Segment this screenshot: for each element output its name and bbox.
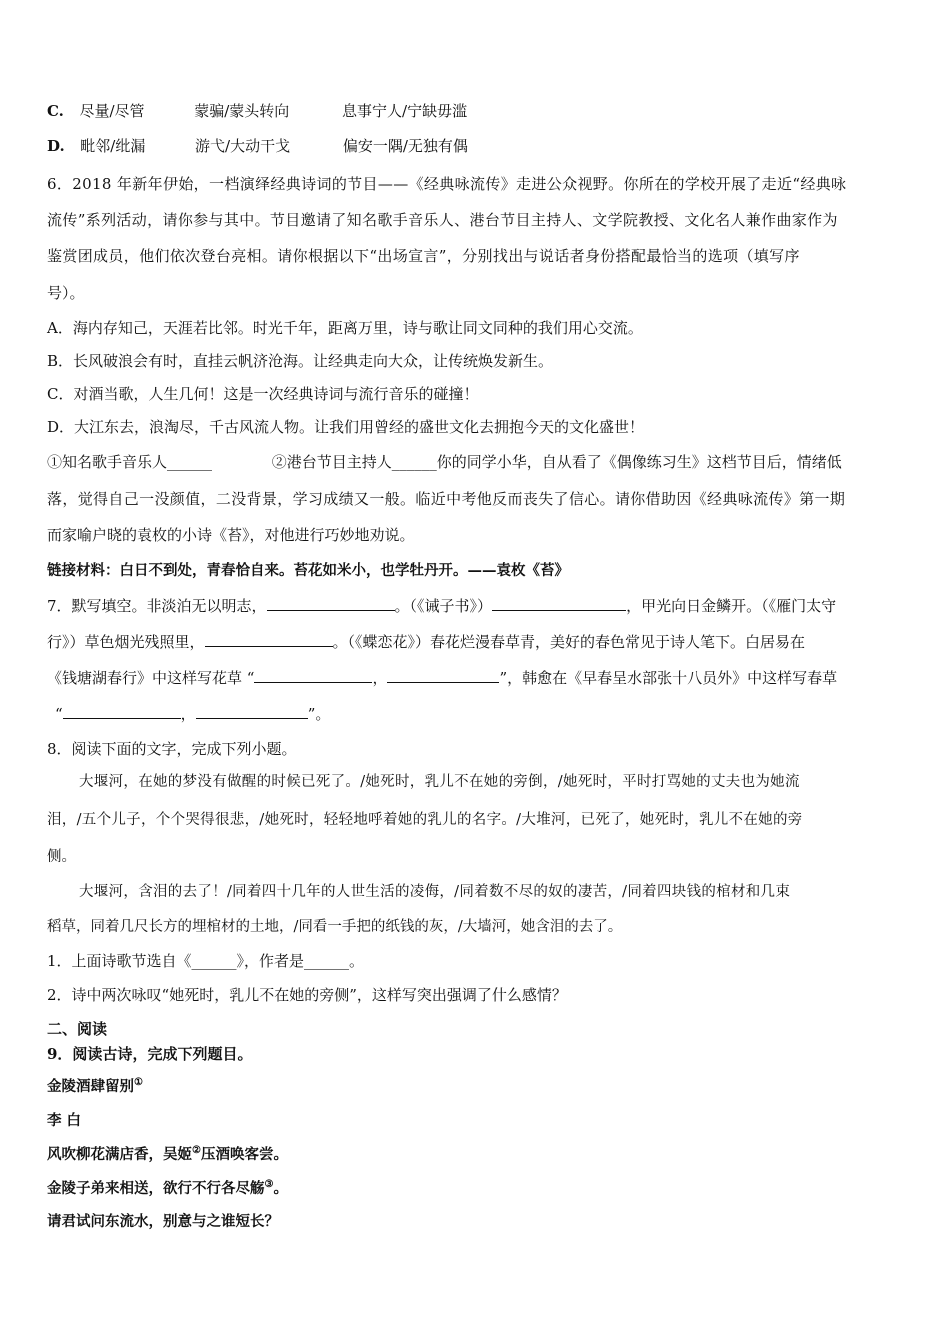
q6-sub-line-2: 落，觉得自己一没颜值，二没背景，学习成绩又一般。临近中考他反而丧失了信心。请你借助因《经典咏流传》第一期 bbox=[47, 490, 846, 508]
q7-text: 。（《蝶恋花》）春花烂漫春草青，美好的春色常见于诗人笔下。白居易在 bbox=[332, 633, 806, 651]
fill-blank[interactable] bbox=[267, 596, 395, 611]
q7-text: 。（《诫子书》） bbox=[394, 597, 493, 615]
option-letter: C. bbox=[47, 102, 64, 120]
q6-line-4: 号）。 bbox=[47, 284, 85, 302]
poem-text: 。 bbox=[273, 1180, 288, 1197]
q7-line-3 bbox=[47, 668, 837, 688]
fill-blank[interactable] bbox=[387, 668, 499, 683]
poem-line-3: 请君试问东流水，别意与之谁短长？ bbox=[47, 1213, 279, 1230]
fill-blank[interactable] bbox=[205, 632, 333, 647]
q6-option-a: A．海内存知己，天涯若比邻。时光千年，距离万里，诗与歌让同文同种的我们用心交流。 bbox=[47, 319, 643, 337]
q6-sub-line-3: 而家喻户晓的袁枚的小诗《苔》，对他进行巧妙地劝说。 bbox=[47, 526, 415, 544]
q7-text: ”。 bbox=[307, 705, 331, 723]
option-c-word-2: 蒙骗/蒙头转向 bbox=[194, 102, 290, 120]
option-letter: D. bbox=[47, 137, 65, 155]
q6-option-b: B．长风破浪会有时，直挂云帆济沧海。让经典走向大众，让传统焕发新生。 bbox=[47, 352, 554, 370]
option-c-word-1: 尽量/尽管 bbox=[79, 102, 145, 120]
q8-para1-line-1: 大堰河，在她的梦没有做醒的时候已死了。/她死时，乳儿不在她的旁倒，/她死时，平时打骂她的丈夫也为她流 bbox=[79, 774, 800, 790]
q7-line-2 bbox=[47, 632, 805, 652]
option-d-row bbox=[47, 136, 468, 156]
q7-text: ， bbox=[372, 669, 388, 687]
fill-blank[interactable] bbox=[254, 668, 372, 683]
q7-line-4 bbox=[47, 704, 330, 724]
q8-subquestion-2: 2．诗中两次咏叹“她死时，乳儿不在她的旁侧”，这样写突出强调了什么感情？ bbox=[47, 986, 567, 1004]
q6-sub-line-1 bbox=[47, 452, 842, 472]
option-d-word-3: 偏安一隅/无独有偶 bbox=[342, 137, 468, 155]
poem-title bbox=[47, 1077, 143, 1097]
footnote-marker: ③ bbox=[264, 1179, 274, 1191]
q7-text: ”，韩愈在《早春呈水部张十八员外》中这样写春草 bbox=[499, 669, 838, 687]
section-heading: 二、阅读 bbox=[47, 1020, 108, 1038]
q7-text: “ bbox=[55, 705, 63, 723]
fill-blank[interactable] bbox=[492, 596, 626, 611]
poem-line-1 bbox=[47, 1145, 288, 1165]
q7-text: ，甲光向日金鳞开。（《雁门太守 bbox=[626, 597, 837, 615]
poem-text: 压酒唤客尝。 bbox=[200, 1146, 288, 1163]
q7-text: 《钱塘湖春行》中这样写花草 “ bbox=[47, 669, 255, 687]
q7-text: 行》）草色烟光残照里， bbox=[47, 633, 205, 651]
q7-text: 7．默写填空。非淡泊无以明志， bbox=[47, 597, 267, 615]
q6-option-d: D．大江东去，浪淘尽，千古风流人物。让我们用曾经的盛世文化去拥抱今天的文化盛世！ bbox=[47, 418, 645, 436]
poem-line-2 bbox=[47, 1179, 288, 1199]
q6-link-material: 链接材料：白日不到处，青春恰自来。苔花如米小，也学牡丹开。——袁枚《苔》 bbox=[47, 562, 569, 579]
q6-option-c: C．对酒当歌，人生几何！这是一次经典诗词与流行音乐的碰撞！ bbox=[47, 385, 479, 403]
poem-author: 李 白 bbox=[47, 1112, 82, 1129]
fill-blank[interactable] bbox=[196, 704, 308, 719]
q6-sub-host: ②港台节目主持人______你的同学小华，自从看了《偶像练习生》这档节目后，情绪低 bbox=[271, 453, 842, 471]
poem-text: 风吹柳花满店香，吴姬 bbox=[47, 1146, 192, 1163]
q8-title: 8．阅读下面的文字，完成下列小题。 bbox=[47, 740, 297, 758]
q6-sub-singer: ①知名歌手音乐人______ bbox=[47, 453, 213, 471]
q7-text: ， bbox=[180, 705, 196, 723]
option-c-word-3: 息事宁人/宁缺毋滥 bbox=[342, 102, 468, 120]
q8-para1-line-2: 泪，/五个儿子，个个哭得很悲，/她死时，轻轻地呼着她的乳儿的名字。/大堆河，已死了，她死时，乳儿不在她的旁 bbox=[47, 812, 803, 828]
q6-line-2: 流传”系列活动，请你参与其中。节目邀请了知名歌手音乐人、港台节目主持人、文学院教授、文化名人兼作曲家作为 bbox=[47, 211, 838, 229]
q6-line-3: 鉴赏团成员，他们依次登台亮相。请你根据以下“出场宣言”，分别找出与说话者身份搭配最恰当的选项（填写序 bbox=[47, 247, 800, 265]
footnote-marker: ② bbox=[192, 1145, 201, 1157]
option-c-row bbox=[47, 101, 467, 121]
option-d-word-2: 游弋/大动干戈 bbox=[195, 137, 291, 155]
q9-title: 9．阅读古诗，完成下列题目。 bbox=[47, 1045, 253, 1063]
q8-para2-line-1: 大堰河，含泪的去了！/同着四十几年的人世生活的凌侮，/同着数不尽的奴的凄苦，/同着四块钱的棺材和几束 bbox=[79, 884, 791, 900]
q6-line-1: 6．2018 年新年伊始，一档演绎经典诗词的节目——《经典咏流传》走进公众视野。你所在的学校开展了走近“经典咏 bbox=[47, 175, 847, 193]
q8-subquestion-1: 1．上面诗歌节选自《______》，作者是______。 bbox=[47, 952, 365, 970]
q8-para1-line-3: 侧。 bbox=[47, 849, 76, 865]
poem-title-text: 金陵酒肆留别 bbox=[47, 1078, 134, 1095]
q8-para2-line-2: 稻草，同着几尺长方的埋棺材的土地，/同看一手把的纸钱的灰，/大墙河，她含泪的去了。 bbox=[47, 919, 623, 935]
footnote-marker: ① bbox=[134, 1077, 143, 1089]
poem-text: 金陵子弟来相送，欲行不行各尽觞 bbox=[47, 1180, 265, 1197]
option-d-word-1: 毗邻/纰漏 bbox=[80, 137, 146, 155]
fill-blank[interactable] bbox=[63, 704, 181, 719]
q7-line-1 bbox=[47, 596, 836, 616]
